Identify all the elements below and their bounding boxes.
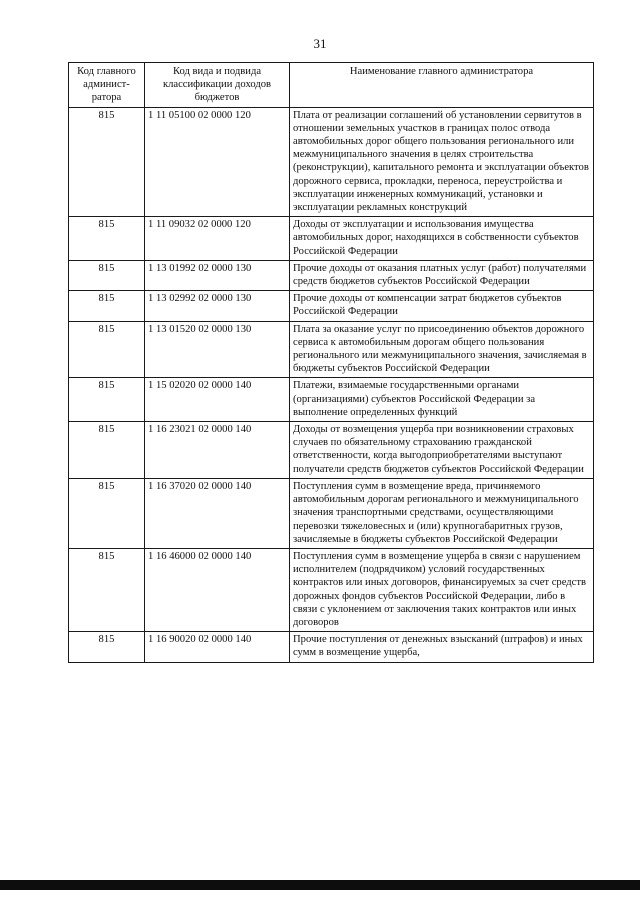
admin-name-cell: Плата от реализации соглашений об установлении сервитутов в отношении земельных участков в границах полос отвода автомобильных дорог общего пользования регионального или межмуниципального значения в целях строительства (реконструкции), капитального ремонта и эксплуатации объектов дорожного сервиса, прокладки, переноса, переустройства и эксплуатации инженерных коммуникаций, установки и эксплуатации рекламных конструкций: [290, 107, 594, 217]
table-row: [69, 260, 594, 290]
scan-edge-bar: [0, 880, 640, 890]
header-admin-name: Наименование главного администратора: [290, 63, 594, 108]
admin-code-cell: 815: [69, 260, 145, 290]
income-code-cell: 1 16 23021 02 0000 140: [145, 422, 290, 479]
income-code-cell: 1 16 37020 02 0000 140: [145, 478, 290, 548]
admin-name-cell: Поступления сумм в возмещение вреда, причиняемого автомобильным дорогам регионального и межмуниципального значения транспортными средствами, осуществляющими перевозки тяжеловесных и (или) крупногабаритных грузов, зачисляемые в бюджеты субъектов Российской Федерации: [290, 478, 594, 548]
admin-name-cell: Поступления сумм в возмещение ущерба в связи с нарушением исполнителем (подрядчиком) условий государственных контрактов или иных договоров, финансируемых за счет средств дорожных фондов субъектов Российской Федерации, либо в связи с уклонением от заключения таких контрактов или иных договоров: [290, 548, 594, 631]
income-code-cell: 1 13 01992 02 0000 130: [145, 260, 290, 290]
table-header-row: [69, 63, 594, 108]
admin-name-cell: Прочие доходы от оказания платных услуг (работ) получателями средств бюджетов субъектов Российской Федерации: [290, 260, 594, 290]
income-code-cell: 1 13 01520 02 0000 130: [145, 321, 290, 378]
admin-name-cell: Прочие доходы от компенсации затрат бюджетов субъектов Российской Федерации: [290, 291, 594, 321]
table-row: [69, 107, 594, 217]
admin-name-cell: Доходы от возмещения ущерба при возникновении страховых случаев по обязательному страхованию гражданской ответственности, когда выгодоприобретателями выступают получатели средств бюджетов субъектов Российской Федерации: [290, 422, 594, 479]
admin-code-cell: 815: [69, 291, 145, 321]
admin-code-cell: 815: [69, 548, 145, 631]
admin-code-cell: 815: [69, 478, 145, 548]
income-code-cell: 1 11 05100 02 0000 120: [145, 107, 290, 217]
table-row: [69, 632, 594, 662]
income-code-cell: 1 16 46000 02 0000 140: [145, 548, 290, 631]
admin-name-cell: Платежи, взимаемые государственными органами (организациями) субъектов Российской Федерации за выполнение определенных функций: [290, 378, 594, 422]
income-code-cell: 1 11 09032 02 0000 120: [145, 217, 290, 261]
table-row: [69, 478, 594, 548]
admin-code-cell: 815: [69, 632, 145, 662]
header-income-code: Код вида и подвида классификации доходов бюджетов: [145, 63, 290, 108]
income-code-cell: 1 16 90020 02 0000 140: [145, 632, 290, 662]
table-row: [69, 548, 594, 631]
table-row: [69, 291, 594, 321]
admin-code-cell: 815: [69, 217, 145, 261]
table-row: [69, 378, 594, 422]
income-administrators-table: [68, 62, 594, 663]
admin-name-cell: Прочие поступления от денежных взысканий (штрафов) и иных сумм в возмещение ущерба,: [290, 632, 594, 662]
admin-code-cell: 815: [69, 422, 145, 479]
table-row: [69, 422, 594, 479]
admin-name-cell: Плата за оказание услуг по присоединению объектов дорожного сервиса к автомобильным дорогам общего пользования регионального или межмуниципального значения, зачисляемая в бюджеты субъектов Российской Федерации: [290, 321, 594, 378]
admin-code-cell: 815: [69, 107, 145, 217]
income-code-cell: 1 13 02992 02 0000 130: [145, 291, 290, 321]
header-admin-code: Код главного админист-ратора: [69, 63, 145, 108]
page-number: 31: [313, 36, 327, 51]
table-row: [69, 217, 594, 261]
admin-code-cell: 815: [69, 321, 145, 378]
admin-code-cell: 815: [69, 378, 145, 422]
income-code-cell: 1 15 02020 02 0000 140: [145, 378, 290, 422]
admin-name-cell: Доходы от эксплуатации и использования имущества автомобильных дорог, находящихся в собственности субъектов Российской Федерации: [290, 217, 594, 261]
table-row: [69, 321, 594, 378]
